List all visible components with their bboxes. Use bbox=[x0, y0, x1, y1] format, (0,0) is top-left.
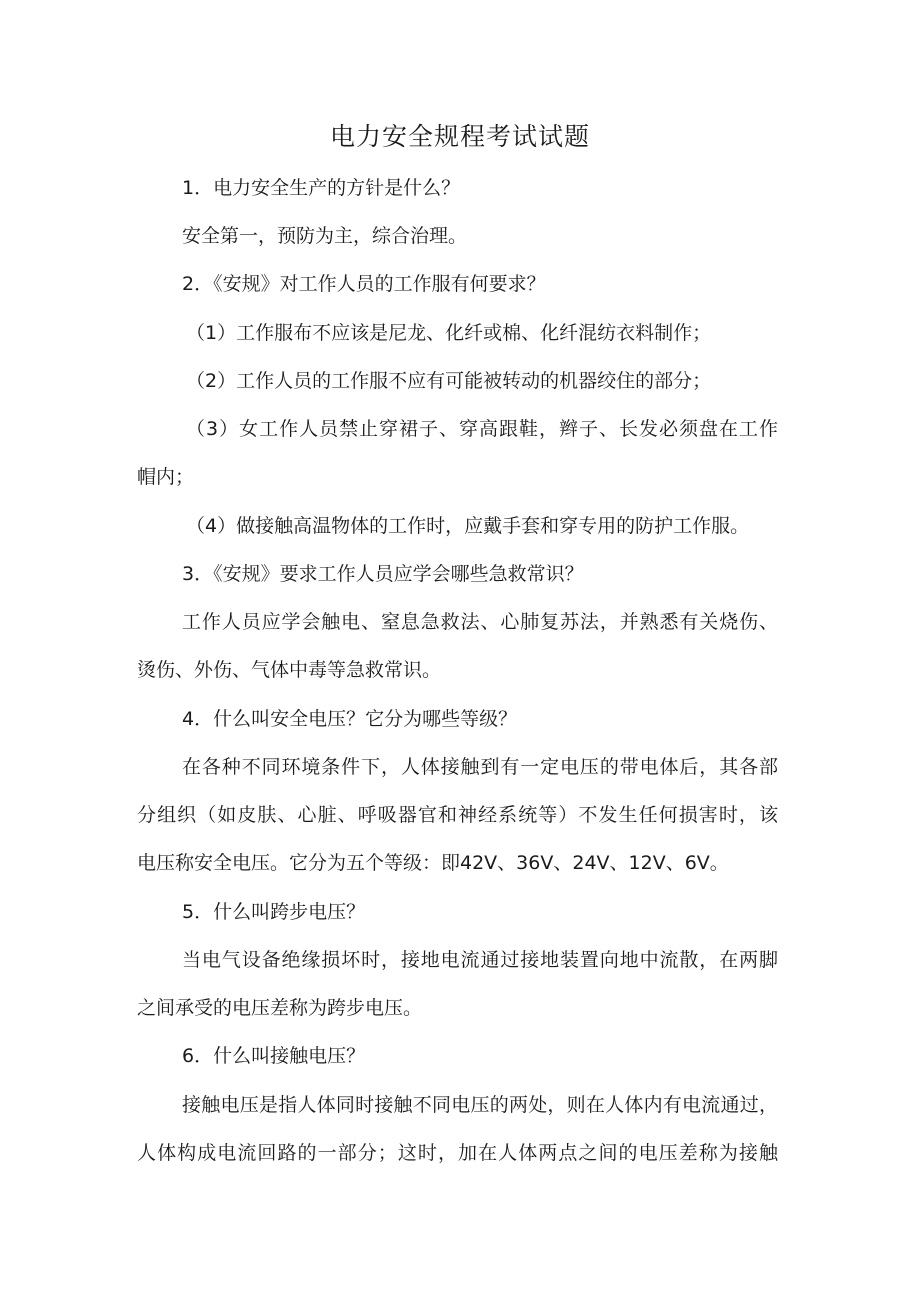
answer-4-cont-2: 电压称安全电压。它分为五个等级：即42V、36V、24V、12V、6V。 bbox=[137, 852, 729, 874]
answer-2-item-3-cont: 帽内； bbox=[137, 466, 195, 488]
question-6: 6．什么叫接触电压？ bbox=[182, 1045, 366, 1067]
question-1: 1．电力安全生产的方针是什么？ bbox=[182, 177, 461, 199]
answer-2-item-4: （4）做接触高温物体的工作时，应戴手套和穿专用的防护工作服。 bbox=[186, 515, 750, 537]
answer-2-item-2: （2）工作人员的工作服不应有可能被转动的机器绞住的部分； bbox=[186, 370, 712, 392]
question-4: 4．什么叫安全电压？它分为哪些等级？ bbox=[182, 708, 518, 730]
answer-4-cont-1: 分组织（如皮肤、心脏、呼吸器官和神经系统等）不发生任何损害时，该 bbox=[137, 804, 778, 826]
answer-5: 当电气设备绝缘损坏时，接地电流通过接地装置向地中流散，在两脚 bbox=[182, 949, 778, 971]
question-3: 3．《安规》要求工作人员应学会哪些急救常识？ bbox=[182, 563, 584, 585]
answer-3: 工作人员应学会触电、窒息急救法、心肺复苏法，并熟悉有关烧伤、 bbox=[182, 611, 778, 633]
answer-6-cont: 人体构成电流回路的一部分；这时，加在人体两点之间的电压差称为接触 bbox=[137, 1142, 778, 1164]
answer-1: 安全第一，预防为主，综合治理。 bbox=[182, 225, 468, 247]
answer-2-item-3: （3）女工作人员禁止穿裙子、穿高跟鞋，辫子、长发必须盘在工作 bbox=[186, 418, 778, 440]
question-2: 2．《安规》对工作人员的工作服有何要求？ bbox=[182, 273, 546, 295]
answer-4: 在各种不同环境条件下，人体接触到有一定电压的带电体后，其各部 bbox=[182, 756, 778, 778]
answer-6: 接触电压是指人体同时接触不同电压的两处，则在人体内有电流通过， bbox=[182, 1094, 778, 1116]
answer-3-cont: 烫伤、外伤、气体中毒等急救常识。 bbox=[137, 659, 442, 681]
question-5: 5．什么叫跨步电压？ bbox=[182, 901, 366, 923]
document-title: 电力安全规程考试试题 bbox=[329, 122, 590, 151]
answer-2-item-1: （1）工作服布不应该是尼龙、化纤或棉、化纤混纺衣料制作； bbox=[186, 322, 712, 344]
answer-5-cont: 之间承受的电压差称为跨步电压。 bbox=[137, 997, 423, 1019]
